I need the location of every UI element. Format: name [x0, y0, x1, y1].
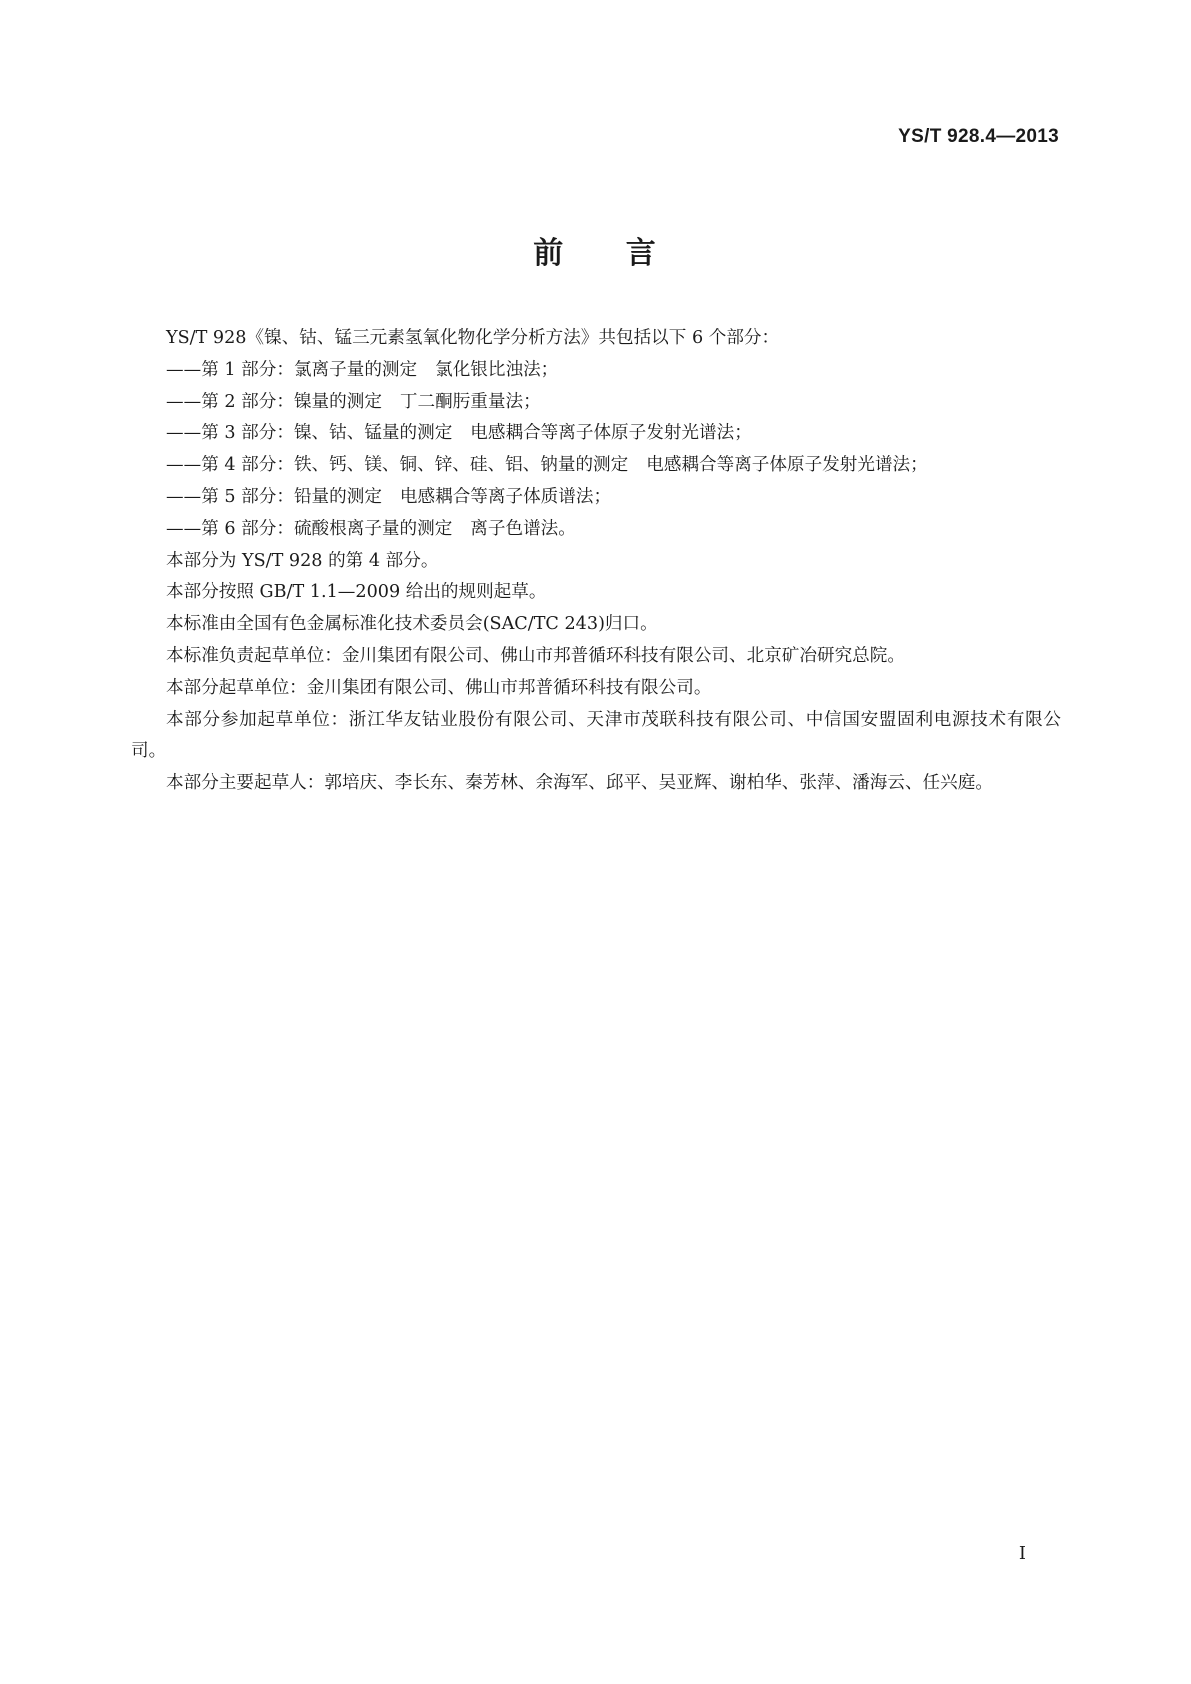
lead-drafting-units: 本标准负责起草单位：金川集团有限公司、佛山市邦普循环科技有限公司、北京矿冶研究总院。 — [166, 645, 905, 666]
intro-paragraph: YS/T 928《镍、钴、锰三元素氢氧化物化学分析方法》共包括以下 6 个部分： — [166, 328, 780, 348]
list-item — [131, 355, 1061, 387]
part-title: ——第 2 部分：镍量的测定 — [166, 391, 382, 412]
part-method: 氯化银比浊法； — [435, 359, 559, 380]
list-item — [131, 450, 1061, 482]
responsible-committee: 本标准由全国有色金属标准化技术委员会(SAC/TC 243)归口。 — [166, 614, 658, 635]
part-method: 电感耦合等离子体原子发射光谱法； — [646, 455, 928, 476]
part-title: ——第 6 部分：硫酸根离子量的测定 — [166, 518, 453, 539]
part-title: ——第 4 部分：铁、钙、镁、铜、锌、硅、铝、钠量的测定 — [166, 455, 629, 476]
list-item — [131, 387, 1061, 419]
participating-units: 本部分参加起草单位：浙江华友钴业股份有限公司、天津市茂联科技有限公司、中信国安盟固利电源技术有限公司。 — [131, 709, 1061, 762]
drafting-units: 本部分起草单位：金川集团有限公司、佛山市邦普循环科技有限公司。 — [166, 677, 712, 698]
part-method: 电感耦合等离子体质谱法； — [399, 486, 612, 507]
part-method: 丁二酮肟重量法； — [399, 391, 541, 412]
standard-number: YS/T 928.4—2013 — [898, 126, 1059, 147]
page-number: I — [1018, 1543, 1026, 1564]
part-title: ——第 1 部分：氯离子量的测定 — [166, 359, 418, 380]
part-method: 离子色谱法。 — [470, 518, 576, 539]
main-drafters: 本部分主要起草人：郭培庆、李长东、秦芳林、余海军、邱平、吴亚辉、谢柏华、张萍、潘海云、任兴庭。 — [166, 773, 993, 794]
list-item — [131, 482, 1061, 514]
foreword-body — [131, 323, 1061, 800]
drafting-rules: 本部分按照 GB/T 1.1—2009 给出的规则起草。 — [166, 582, 547, 603]
list-item — [131, 418, 1061, 450]
part-title: ——第 3 部分：镍、钴、锰量的测定 — [166, 423, 453, 444]
parts-list — [131, 355, 1061, 546]
page-title: 前 言 — [533, 236, 682, 271]
part-method: 电感耦合等离子体原子发射光谱法； — [470, 423, 752, 444]
list-item — [131, 514, 1061, 546]
part-statement: 本部分为 YS/T 928 的第 4 部分。 — [166, 550, 439, 571]
part-title: ——第 5 部分：铅量的测定 — [166, 486, 382, 507]
